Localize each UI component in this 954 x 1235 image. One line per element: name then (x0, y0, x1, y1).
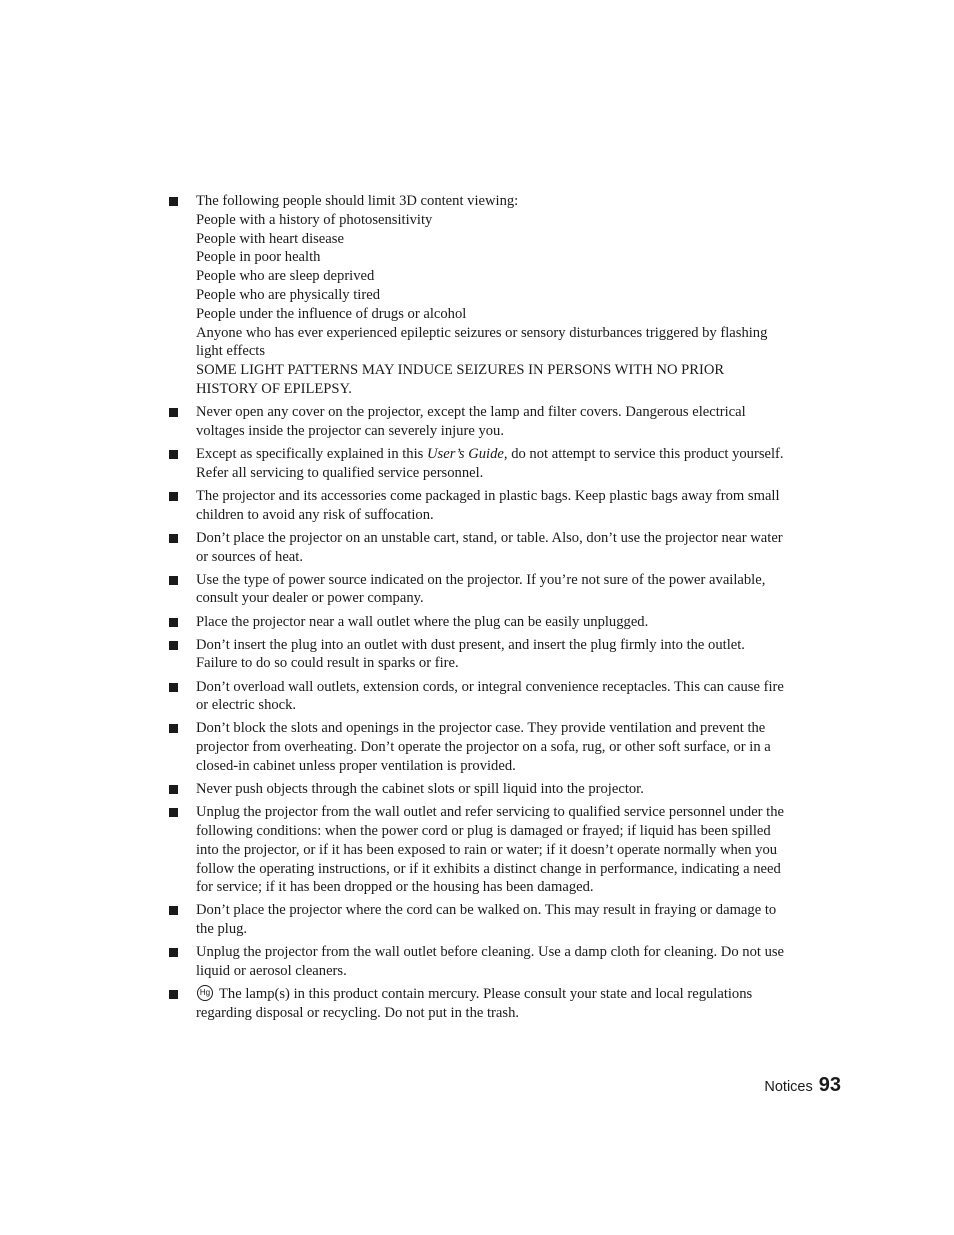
list-item-text: Unplug the projector from the wall outlet before cleaning. Use a damp cloth for cleaning. Do not use liquid or aerosol cleaners. (196, 944, 785, 980)
list-item (168, 529, 788, 567)
list-item-line: People in poor health (196, 249, 321, 266)
list-item-line: People under the influence of drugs or alcohol (196, 305, 467, 322)
list-item-text: Don’t overload wall outlets, extension cords, or integral convenience receptacles. This can cause fire or electric shock. (196, 678, 784, 714)
list-item-line: People with heart disease (196, 230, 344, 247)
list-item (168, 985, 788, 1023)
square-bullet-icon (169, 641, 178, 650)
list-item-line: People with a history of photosensitivity (196, 211, 433, 228)
list-item-line: Anyone who has ever experienced epileptic seizures or sensory disturbances triggered by flashing light effects (196, 324, 768, 360)
list-item-text: Never open any cover on the projector, except the lamp and filter covers. Dangerous electrical voltages inside the projector can severely injure you. (196, 404, 746, 439)
list-item-text: Never push objects through the cabinet slots or spill liquid into the projector. (196, 781, 644, 798)
list-item-line: People who are sleep deprived (196, 268, 375, 285)
list-item (168, 719, 788, 775)
list-item (168, 780, 788, 799)
list-item-text: Don’t place the projector on an unstable cart, stand, or table. Also, don’t use the projector near water or sources of heat. (196, 529, 783, 565)
square-bullet-icon (169, 197, 178, 206)
list-item-text: Don’t place the projector where the cord can be walked on. This may result in fraying or damage to the plug. (196, 902, 777, 938)
list-item-line: The following people should limit 3D content viewing: (196, 193, 519, 209)
square-bullet-icon (169, 906, 178, 915)
list-item (168, 487, 788, 525)
list-item (168, 445, 788, 483)
page-number: 93 (818, 1074, 841, 1096)
safety-instructions-list (168, 192, 788, 1027)
list-item (168, 192, 788, 399)
list-item-text: Don’t insert the plug into an outlet with dust present, and insert the plug firmly into the outlet. Failure to do so could result in sparks or fire. (196, 636, 745, 672)
square-bullet-icon (169, 534, 178, 543)
list-item-text: Don’t block the slots and openings in the projector case. They provide ventilation and prevent the projector from overheating. Don’t operate the projector on a sofa, rug, or other soft surface, or in a closed-in cabinet unless proper ventilation is provided. (196, 720, 771, 774)
list-item (168, 403, 788, 441)
list-item-text: Unplug the projector from the wall outlet and refer servicing to qualified service personnel under the following conditions: when the power cord or plug is damaged or frayed; if liquid has been spilled into the projector, or if it has been exposed to rain or water; if it doesn’t operate normally when you follow the operating instructions, or if it exhibits a distinct change in performance, indicating a need for service; if it has been dropped or the housing has been damaged. (196, 804, 785, 896)
list-item-line: SOME LIGHT PATTERNS MAY INDUCE SEIZURES IN PERSONS WITH NO PRIOR HISTORY OF EPILEPSY. (196, 362, 725, 397)
square-bullet-icon (169, 683, 178, 692)
list-item (168, 803, 788, 897)
footer-section-label: Notices (764, 1079, 813, 1095)
page-footer (764, 1074, 841, 1097)
list-item (168, 943, 788, 981)
list-item-text: The lamp(s) in this product contain mercury. Please consult your state and local regulations regarding disposal or recycling. Do not put in the trash. (196, 986, 753, 1022)
square-bullet-icon (169, 990, 178, 999)
mercury-hg-icon: Hg (197, 985, 213, 1001)
list-item (168, 636, 788, 674)
square-bullet-icon (169, 724, 178, 733)
list-item-text-after: , do not attempt to service this product yourself. Refer all servicing to qualified service personnel. (196, 445, 784, 481)
list-item (168, 901, 788, 939)
list-item (168, 613, 788, 632)
square-bullet-icon (169, 576, 178, 585)
list-item-text: Use the type of power source indicated on the projector. If you’re not sure of the power available, consult your dealer or power company. (196, 571, 766, 607)
square-bullet-icon (169, 618, 178, 627)
list-item-text: The projector and its accessories come packaged in plastic bags. Keep plastic bags away from small children to avoid any risk of suffocation. (196, 487, 780, 523)
square-bullet-icon (169, 450, 178, 459)
list-item-text-before: Except as specifically explained in this (196, 445, 427, 462)
square-bullet-icon (169, 492, 178, 501)
square-bullet-icon (169, 785, 178, 794)
users-guide-title: User’s Guide (427, 445, 504, 462)
list-item-text: Place the projector near a wall outlet where the plug can be easily unplugged. (196, 613, 649, 630)
list-item (168, 571, 788, 609)
square-bullet-icon (169, 948, 178, 957)
list-item (168, 678, 788, 716)
list-item-line: People who are physically tired (196, 286, 380, 303)
square-bullet-icon (169, 808, 178, 817)
square-bullet-icon (169, 408, 178, 417)
